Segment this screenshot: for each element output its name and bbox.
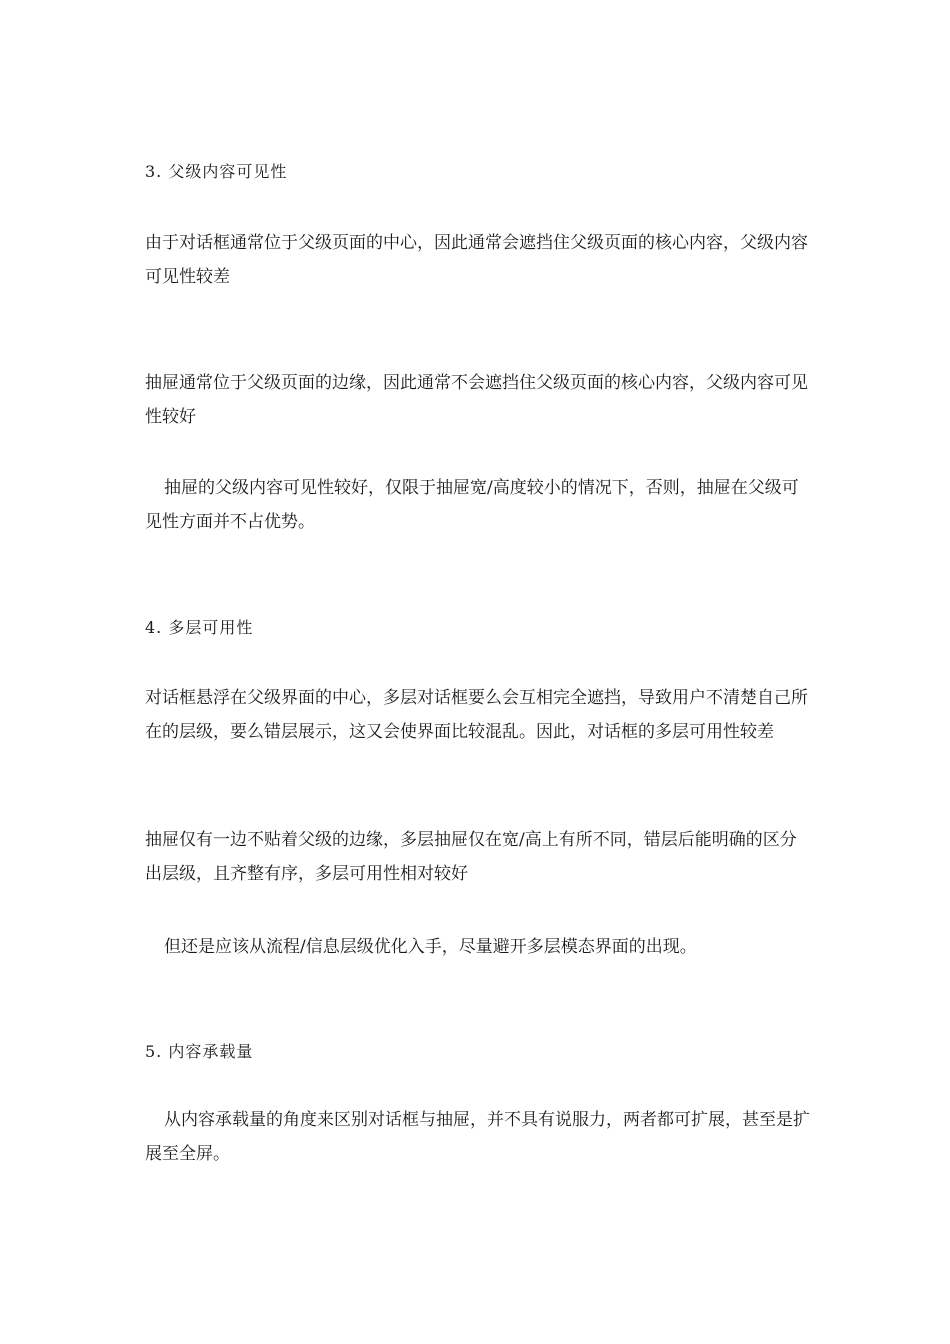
section-4-paragraph-1: 对话框悬浮在父级界面的中心，多层对话框要么会互相完全遮挡，导致用户不清楚自己所在的层级，要么错层展示，这又会使界面比较混乱。因此，对话框的多层可用性较差 [145, 688, 808, 742]
section-5-heading: 5. 内容承载量 [145, 1042, 254, 1061]
section-3-paragraph-1: 由于对话框通常位于父级页面的中心，因此通常会遮挡住父级页面的核心内容，父级内容可见性较差 [145, 233, 808, 287]
section-3-paragraph-2: 抽屉通常位于父级页面的边缘，因此通常不会遮挡住父级页面的核心内容，父级内容可见性较好 [145, 373, 808, 427]
section-5-paragraph-1: 从内容承载量的角度来区别对话框与抽屉，并不具有说服力，两者都可扩展，甚至是扩展至全屏。 [145, 1110, 810, 1164]
section-3-paragraph-3: 抽屉的父级内容可见性较好，仅限于抽屉宽/高度较小的情况下，否则，抽屉在父级可见性方面并不占优势。 [145, 478, 799, 532]
section-4-heading: 4. 多层可用性 [145, 618, 254, 637]
section-4-paragraph-2: 抽屉仅有一边不贴着父级的边缘，多层抽屉仅在宽/高上有所不同，错层后能明确的区分出层级，且齐整有序，多层可用性相对较好 [145, 830, 797, 884]
section-4-paragraph-3: 但还是应该从流程/信息层级优化入手，尽量避开多层模态界面的出现。 [164, 937, 697, 957]
section-3-heading: 3. 父级内容可见性 [145, 162, 288, 181]
